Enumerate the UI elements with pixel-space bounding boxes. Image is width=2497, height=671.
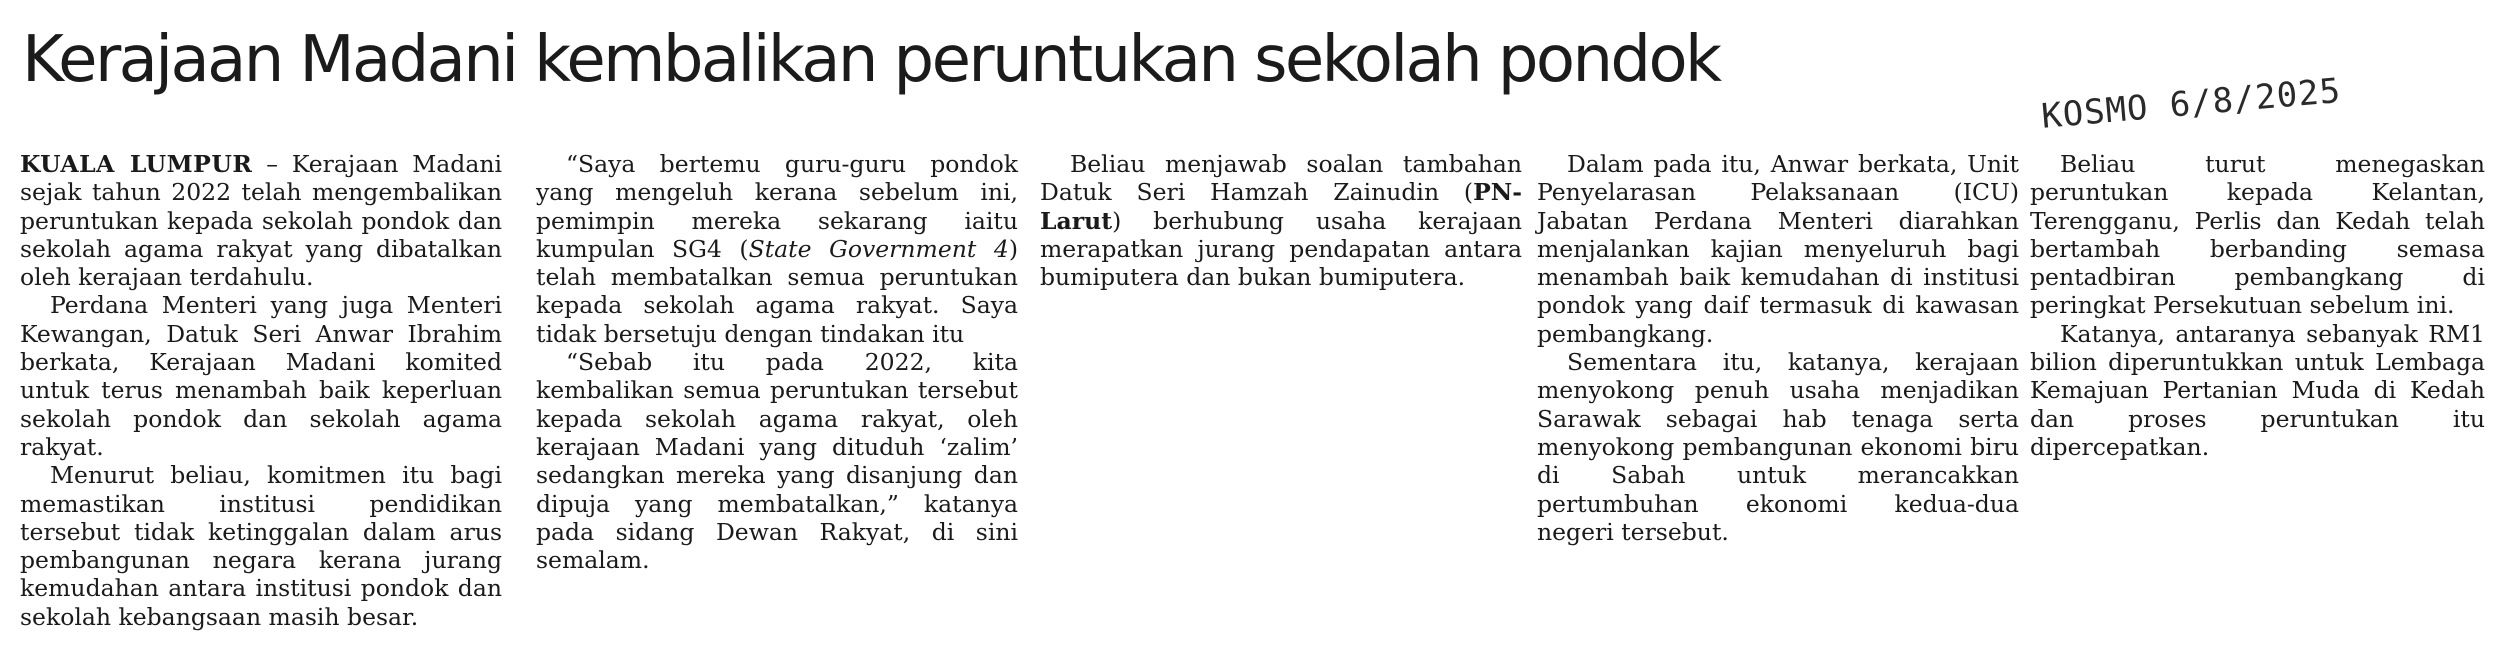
paragraph-2: Perdana Menteri yang juga Menteri Kewangan, Datuk Seri Anwar Ibrahim berkata, Kerajaan Madani komited untuk terus menambah baik keperluan sekolah pondok dan sekolah agama rakyat. — [20, 291, 502, 461]
paragraph-7: Dalam pada itu, Anwar berkata, Unit Penyelarasan Pelaksanaan (ICU) Jabatan Perdana Menteri diarahkan menjalankan kajian menyeluruh bagi menambah baik kemudahan di institusi pondok yang daif termasuk di kawasan pembangkang. — [1537, 150, 2019, 348]
headline: Kerajaan Madani kembalikan peruntukan sekolah pondok — [22, 23, 1720, 97]
paragraph-4-text-b: ) telah membatalkan semua peruntukan kepada sekolah agama rakyat. Saya tidak bersetuju dengan tindakan itu — [536, 234, 1018, 348]
paragraph-1 — [20, 150, 502, 291]
article-column-1 — [20, 150, 502, 631]
handwritten-source-date-note: KOSMO 6/8/2025 — [2039, 70, 2343, 137]
paragraph-4-text-a: “Saya bertemu guru-guru pondok yang mengeluh kerana sebelum ini, pemimpin mereka sekarang iaitu kumpulan SG4 ( — [536, 150, 1018, 263]
paragraph-6-text-a: Beliau menjawab soalan tambahan Datuk Seri Hamzah Zainudin ( — [1040, 150, 1522, 207]
paragraph-6-text-b: ) berhubung usaha kerajaan merapatkan jurang pendapatan antara bumiputera dan bukan bumiputera. — [1040, 206, 1522, 292]
paragraph-10: Katanya, antaranya sebanyak RM1 bilion diperuntukkan untuk Lembaga Kemajuan Pertanian Muda di Kedah dan proses peruntukan itu dipercepatkan. — [2030, 319, 2485, 461]
article-column-4 — [1537, 150, 2019, 546]
paragraph-1-text: – Kerajaan Madani sejak tahun 2022 telah mengembalikan peruntukan kepada sekolah pondok dan sekolah agama rakyat yang dibatalkan oleh kerajaan terdahulu. — [20, 150, 502, 292]
paragraph-3-start — [20, 461, 502, 631]
paragraph-4-italic: State Government 4 — [748, 234, 1009, 263]
paragraph-5: “Sebab itu pada 2022, kita kembalikan semua peruntukan tersebut kepada sekolah agama rakyat, oleh kerajaan Madani yang dituduh ‘zalim’ sedangkan mereka yang disanjung dan dipuja yang membatalkan,” katanya pada sidang Dewan Rakyat, di sini semalam. — [536, 348, 1018, 575]
article-column-3 — [1040, 150, 1522, 291]
paragraph-4 — [536, 150, 1018, 348]
dateline: KUALA LUMPUR — [20, 150, 253, 178]
paragraph-8: Sementara itu, katanya, kerajaan menyokong penuh usaha menjadikan Sarawak sebagai hab tenaga serta menyokong pembangunan ekonomi biru di Sabah untuk merancakkan pertumbuhan ekonomi kedua-dua negeri tersebut. — [1537, 348, 2019, 546]
article-column-5 — [2030, 150, 2485, 461]
paragraph-6 — [1040, 150, 1522, 291]
paragraph-3-text: Menurut beliau, komitmen itu bagi memastikan institusi pendidikan tersebut tidak ketinggalan dalam arus pembangunan negara kerana jurang kemudahan antara institusi pondok dan sekolah kebangsaan masih besar. — [20, 461, 502, 631]
paragraph-9: Beliau turut menegaskan peruntukan kepada Kelantan, Terengganu, Perlis dan Kedah telah bertambah berbanding semasa pentadbiran pembangkang di peringkat Persekutuan sebelum ini. — [2030, 150, 2485, 320]
paragraph-6-bold: PN-Larut — [1040, 178, 1522, 235]
article-column-2 — [536, 150, 1018, 574]
